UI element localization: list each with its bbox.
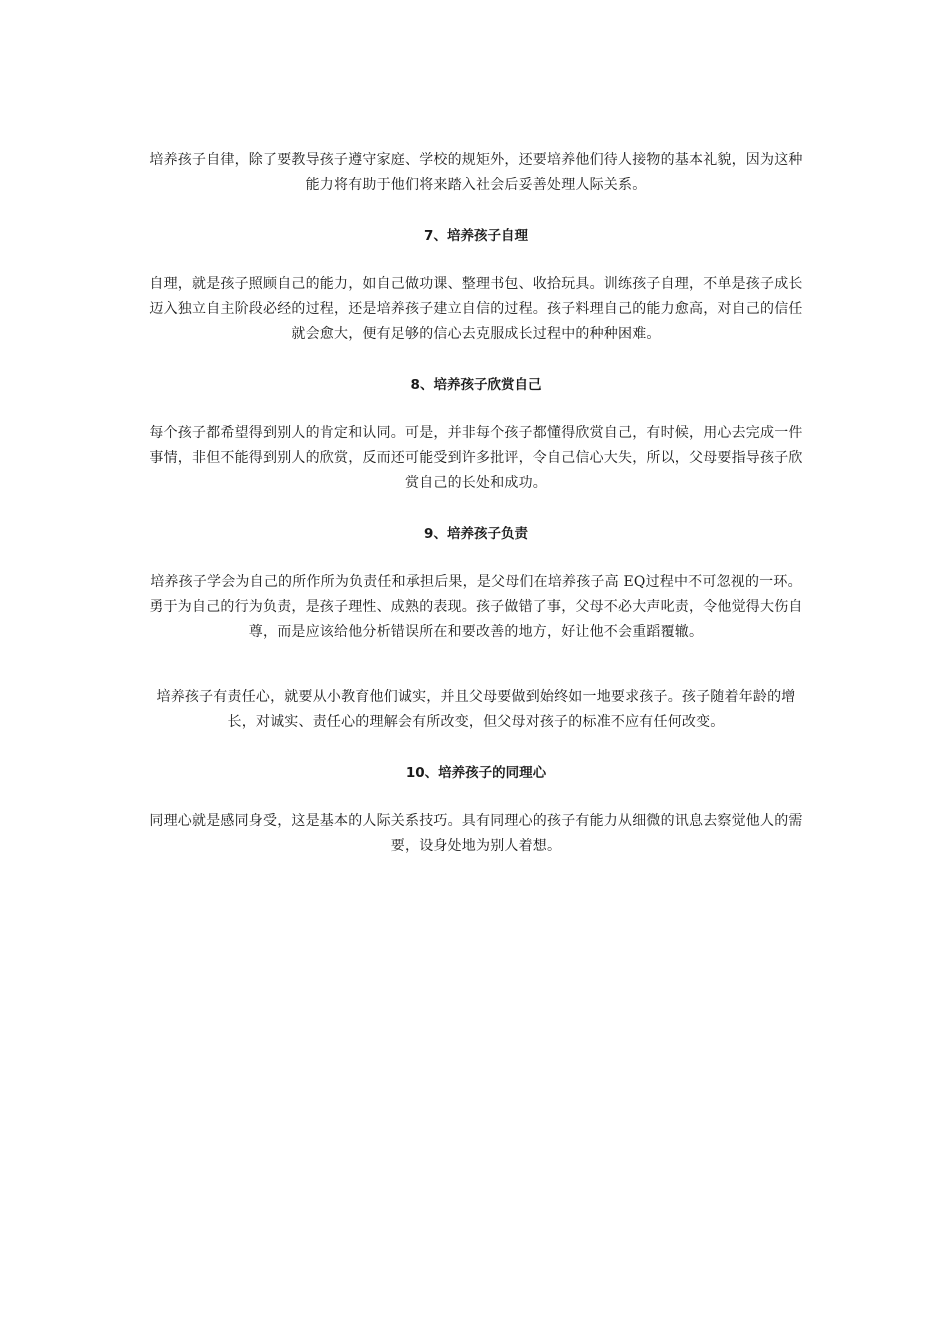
section-8-heading: 8、培养孩子欣赏自己 [410, 377, 542, 393]
section-7-body: 自理，就是孩子照顾自己的能力，如自己做功课、整理书包、收拾玩具。训练孩子自理，不单是孩子成长迈入独立自主阶段必经的过程，还是培养孩子建立自信的过程。孩子料理自己的能力愈高，对自己的信任就会愈大，便有足够的信心去克服成长过程中的种种困难。 [149, 276, 803, 342]
section-8-body: 每个孩子都希望得到别人的肯定和认同。可是，并非每个孩子都懂得欣赏自己，有时候，用心去完成一件事情，非但不能得到别人的欣赏，反而还可能受到许多批评，令自己信心大失，所以，父母要指导孩子欣赏自己的长处和成功。 [149, 425, 803, 491]
section-7-heading: 7、培养孩子自理 [424, 228, 528, 244]
section-9-heading: 9、培养孩子负责 [424, 526, 528, 542]
section-10-heading: 10、培养孩子的同理心 [405, 765, 547, 781]
section-9-body-2: 培养孩子有责任心，就要从小教育他们诚实，并且父母要做到始终如一地要求孩子。孩子随着年龄的增长，对诚实、责任心的理解会有所改变，但父母对孩子的标准不应有任何改变。 [156, 689, 796, 730]
intro-paragraph: 培养孩子自律，除了要教导孩子遵守家庭、学校的规矩外，还要培养他们待人接物的基本礼貌，因为这种能力将有助于他们将来踏入社会后妥善处理人际关系。 [149, 152, 803, 193]
section-10-body: 同理心就是感同身受，这是基本的人际关系技巧。具有同理心的孩子有能力从细微的讯息去察觉他人的需要，设身处地为别人着想。 [149, 813, 803, 854]
section-9-body: 培养孩子学会为自己的所作所为负责任和承担后果，是父母们在培养孩子高 EQ过程中不可忽视的一环。勇于为自己的行为负责，是孩子理性、成熟的表现。孩子做错了事，父母不必大声叱责，令他觉得大伤自尊，而是应该给他分析错误所在和要改善的地方，好让他不会重蹈覆辙。 [149, 574, 803, 640]
document-content [146, 148, 806, 859]
